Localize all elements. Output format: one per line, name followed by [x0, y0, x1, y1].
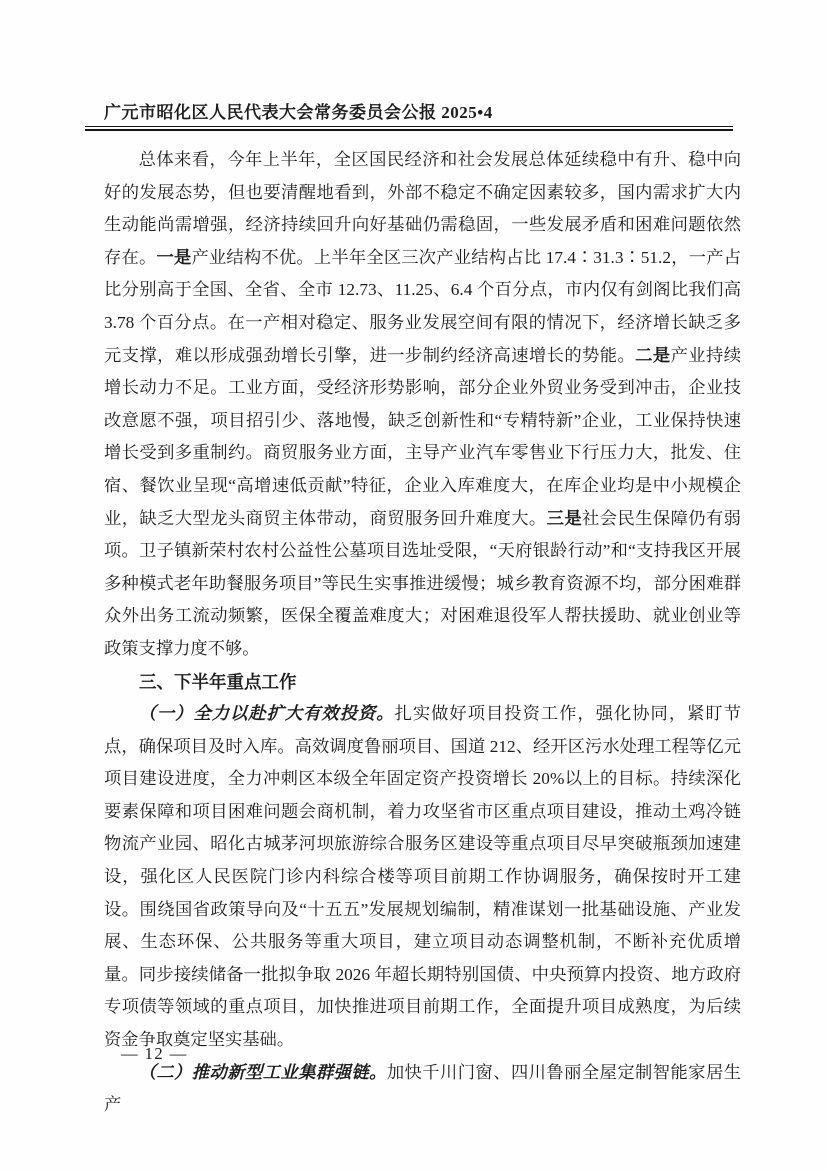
paragraph-task-1-investment: [104, 698, 741, 1057]
text-run: 扎实做好项目投资工作，强化协同，紧盯节点，确保项目及时入库。高效调度鲁丽项目、国道 212、经开区污水处理工程等亿元项目建设进度，全力冲刺区本级全年固定资产投资增长 20%以上的目标。持续深化要素保障和项目困难问题会商机制，着力攻坚省市区重点项目建设，推动土鸡冷链物流产业园、昭化古城茅河坝旅游综合服务区建设等重点项目尽早突破瓶颈加速建设，强化区人民医院门诊内科综合楼等项目前期工作协调服务，确保按时开工建设。围绕国省政策导向及“十五五”发展规划编制，精准谋划一批基础设施、产业发展、生态环保、公共服务等重大项目，建立项目动态调整机制，不断补充优质增量。同步接续储备一批拟争取 2026 年超长期特别国债、中央预算内投资、地方政府专项债等领域的重点项目，加快推进项目前期工作，全面提升项目成熟度，为后续资金争取奠定坚实基础。: [104, 704, 741, 1050]
paragraph-overview-and-problems: [104, 144, 741, 666]
section-heading-second-half-key-work: 三、下半年重点工作: [139, 671, 297, 692]
text-run: 产业结构不优。上半年全区三次产业结构占比 17.4∶31.3∶51.2，一产占比分别高于全国、全省、全市 12.73、11.25、6.4 个百分点，市内仅有剑阁比我们高 3.78 个百分点。在一产相对稳定、服务业发展空间有限的情况下，经济增长缺乏多元支撑，难以形成强劲增长引擎，进一步制约经济高速增长的势能。: [104, 247, 741, 365]
header-title: 广元市昭化区人民代表大会常务委员会公报 2025•4: [104, 103, 493, 122]
text-run: 加快千川门窗、四川鲁丽全屋定制智能家居生产: [104, 1062, 741, 1115]
header-rule: [85, 126, 733, 131]
document-body: [104, 144, 741, 1122]
text-run-lead: （二）推动新型工业集群强链。: [138, 1062, 387, 1082]
text-run-lead: （一）全力以赴扩大有效投资。: [138, 704, 395, 724]
text-run: 社会民生保障仍有弱项。卫子镇新荣村农村公益性公墓项目选址受限，“天府银龄行动”和“支持我区开展多种模式老年助餐服务项目”等民生实事推进缓慢；城乡教育资源不均，部分困难群众外出务工流动频繁，医保全覆盖难度大；对困难退役军人帮扶援助、就业创业等政策支撑力度不够。: [104, 508, 741, 658]
text-run: 产业持续增长动力不足。工业方面，受经济形势影响，部分企业外贸业务受到冲击，企业技改意愿不强，项目招引少、落地慢，缺乏创新性和“专精特新”企业，工业保持快速增长受到多重制约。商贸服务业方面，主导产业汽车零售业下行压力大，批发、住宿、餐饮业呈现“高增速低贡献”特征，企业入库难度大，在库企业均是中小规模企业，缺乏大型龙头商贸主体带动，商贸服务回升难度大。: [104, 345, 741, 528]
page-number: — 12 —: [121, 1044, 188, 1063]
paragraph-task-2-industry: [104, 1057, 741, 1122]
text-run-emphasis: 三是: [546, 508, 583, 528]
text-run: 总体来看，今年上半年，全区国民经济和社会发展总体延续稳中有升、稳中向好的发展态势，但也要清醒地看到，外部不稳定不确定因素较多，国内需求扩大内生动能尚需增强，经济持续回升向好基础仍需稳固，一些发展矛盾和困难问题依然存在。: [104, 150, 741, 267]
text-run-emphasis: 二是: [635, 345, 671, 365]
text-run-emphasis: 一是: [156, 247, 192, 267]
